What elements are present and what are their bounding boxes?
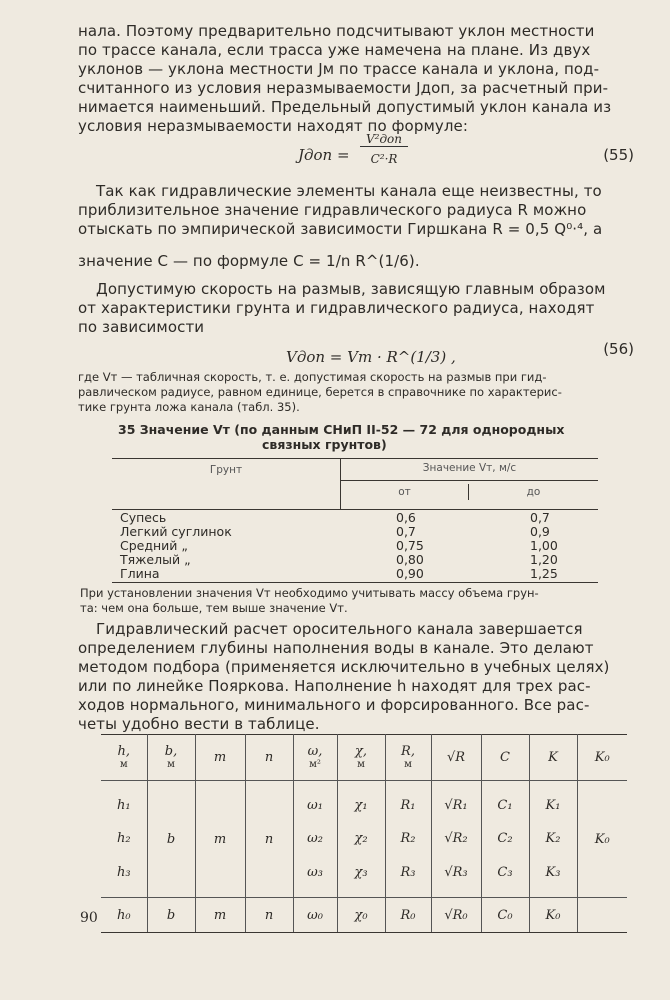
table-header-from: от (398, 486, 411, 498)
table-cell: b (147, 781, 195, 898)
table-cell: 1,00 (530, 538, 558, 553)
formula-56: Vдоп = Vт · R^(1/3) , (286, 348, 456, 366)
text-line: Допустимую скорость на размыв, зависящую главным образом (96, 280, 606, 298)
table-cell: m (195, 898, 245, 934)
table-cell: √R₀ (431, 898, 481, 934)
text-line: ходов нормального, минимального и форсированного. Все рас- (78, 696, 590, 714)
table-note-line: При установлении значения Vт необходимо учитывать массу объема грун- (80, 586, 539, 600)
text-line: нимается наименьший. Предельный допустимый уклон канала из (78, 98, 612, 116)
table-cell: χ₁ χ₂ χ₃ (337, 781, 385, 898)
table-cell: Глина (120, 566, 160, 581)
header-cell: n (245, 734, 293, 781)
table-cell: 1,20 (530, 552, 558, 567)
table-cell: K₀ (529, 898, 577, 934)
table-header-to: до (526, 486, 541, 498)
equation-number-55: (55) (603, 146, 634, 164)
text-line: методом подбора (применяется исключительно в учебных целях) (78, 658, 610, 676)
header-cell: R, м (385, 734, 431, 781)
calc-table (101, 734, 627, 933)
table-cell: n (245, 898, 293, 934)
table-top-rule (112, 458, 598, 459)
table-header-ground: Грунт (209, 464, 243, 476)
text-line: нала. Поэтому предварительно подсчитывают уклон местности (78, 22, 595, 40)
page-number: 90 (80, 910, 98, 926)
table-cell: Супесь (120, 510, 167, 525)
text-line: или по линейке Пояркова. Наполнение h находят для трех рас- (78, 677, 591, 695)
header-cell: √R (431, 734, 481, 781)
table-cell: b (147, 898, 195, 934)
table-cell: K₀ (577, 781, 627, 898)
footnote-line: тике грунта ложа канала (табл. 35). (78, 400, 300, 414)
table-cell: C₀ (481, 898, 529, 934)
table-cell: h₀ (101, 898, 147, 934)
table-cell: Легкий суглинок (120, 524, 232, 539)
table-header-value: Значение Vт, м/с (422, 462, 517, 474)
header-cell: χ, м (337, 734, 385, 781)
header-cell: C (481, 734, 529, 781)
table-cell: 1,25 (530, 566, 558, 581)
table-cell: 0,7 (396, 524, 416, 539)
table-35-caption: 35 Значение Vт (по данным СНиП II-52 — 72 для однородных (118, 422, 565, 437)
table-cell: 0,90 (396, 566, 424, 581)
text-line: Гидравлический расчет оросительного канала завершается (96, 620, 583, 638)
table-header-rule (112, 509, 598, 510)
table-sub-rule (340, 480, 598, 481)
text-line: четы удобно вести в таблице. (78, 715, 320, 733)
footnote-line: где Vт — табличная скорость, т. е. допустимая скорость на размыв при гид- (78, 370, 547, 384)
table-cell: h₁ h₂ h₃ (101, 781, 147, 898)
table-cell: R₀ (385, 898, 431, 934)
table-35-to-values (530, 511, 558, 581)
table-cell: K₁ K₂ K₃ (529, 781, 577, 898)
table-cell: Тяжелый „ (120, 552, 191, 567)
calc-header-row (101, 734, 627, 781)
table-cell (577, 898, 627, 934)
table-bottom-rule (112, 582, 598, 583)
text-line: приблизительное значение гидравлического радиуса R можно (78, 201, 587, 219)
table-cell: χ₀ (337, 898, 385, 934)
table-35-grounds (120, 511, 232, 581)
header-cell: b, м (147, 734, 195, 781)
text-line: значение C — по формуле C = 1/n R^(1/6). (78, 252, 420, 270)
table-cell: ω₀ (293, 898, 337, 934)
text-line: условия неразмываемости находят по формуле: (78, 117, 469, 135)
table-cell: m (195, 781, 245, 898)
equation-number-56: (56) (603, 340, 634, 358)
table-cell: R₁ R₂ R₃ (385, 781, 431, 898)
footnote-line: равлическом радиусе, равном единице, берется в справочнике по характерис- (78, 385, 562, 399)
table-cell: 0,7 (530, 510, 550, 525)
text-line: определением глубины наполнения воды в канале. Это делают (78, 639, 594, 657)
header-cell: m (195, 734, 245, 781)
text-line: отыскать по эмпирической зависимости Гиршкана R = 0,5 Q⁰·⁴, а (78, 220, 603, 238)
text-line: от характеристики грунта и гидравлического радиуса, находят (78, 299, 595, 317)
formula-55-numerator: V²доп (360, 132, 408, 147)
table-cell: √R₁ √R₂ √R₃ (431, 781, 481, 898)
calc-table-bottom-rule (101, 932, 627, 933)
table-cell: Средний „ (120, 538, 188, 553)
calc-last-row (101, 898, 627, 934)
formula-55-denominator: C²·R (370, 152, 398, 166)
table-35-caption-cont: связных грунтов) (262, 437, 387, 452)
text-line: считанного из условия неразмываемости Jдоп, за расчетный при- (78, 79, 609, 97)
text-line: по зависимости (78, 318, 205, 336)
calc-body-row (101, 781, 627, 898)
table-35-from-values (396, 511, 424, 581)
table-cell: ω₁ ω₂ ω₃ (293, 781, 337, 898)
table-cell: n (245, 781, 293, 898)
table-cell: C₁ C₂ C₃ (481, 781, 529, 898)
header-cell: K (529, 734, 577, 781)
table-cell: 0,6 (396, 510, 416, 525)
table-note-line: та: чем она больше, тем выше значение Vт. (80, 601, 348, 615)
formula-55-lhs: Jдоп = (298, 146, 350, 164)
table-cell: 0,80 (396, 552, 424, 567)
text-line: по трассе канала, если трасса уже намечена на плане. Из двух (78, 41, 591, 59)
table-cell: 0,9 (530, 524, 550, 539)
text-line: уклонов — уклона местности Jм по трассе канала и уклона, под- (78, 60, 600, 78)
header-cell: h, м (101, 734, 147, 781)
header-cell: ω, м² (293, 734, 337, 781)
header-cell: K₀ (577, 734, 627, 781)
table-cell: 0,75 (396, 538, 424, 553)
text-line: Так как гидравлические элементы канала еще неизвестны, то (96, 182, 602, 200)
